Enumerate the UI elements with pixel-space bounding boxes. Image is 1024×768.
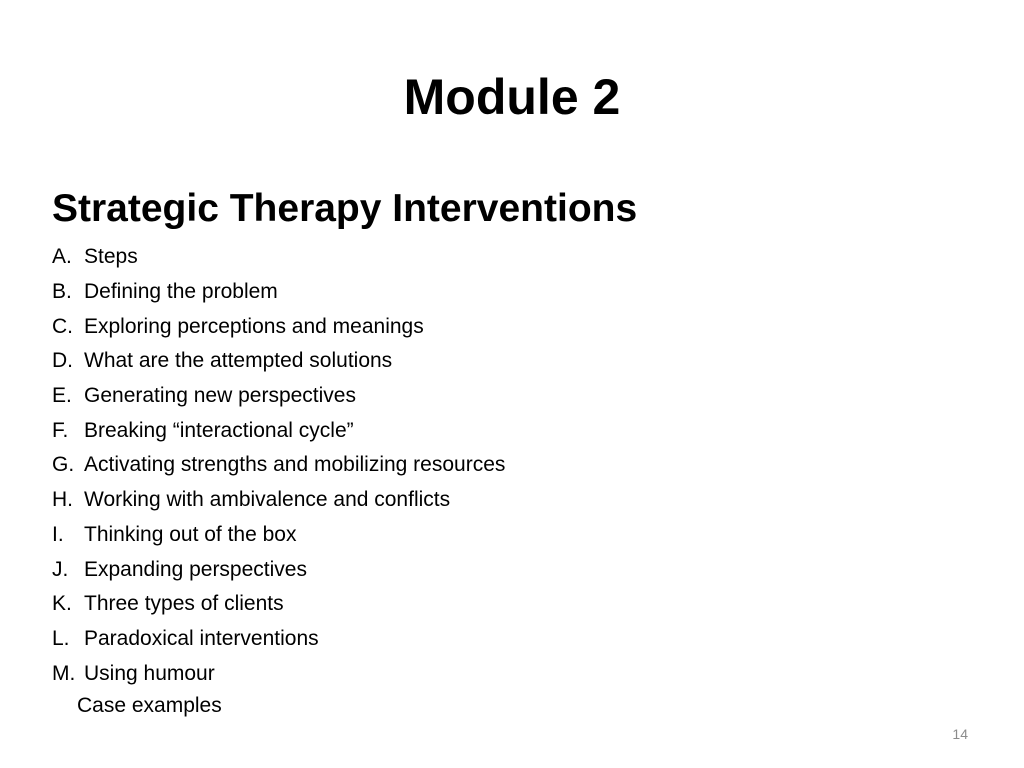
slide-title: Module 2	[403, 69, 621, 125]
list-item	[52, 587, 505, 622]
list-item	[52, 483, 505, 518]
list-item-text: Exploring perceptions and meanings	[84, 314, 424, 338]
list-item-letter: E.	[52, 384, 72, 408]
list-item	[52, 240, 505, 275]
list-item	[52, 552, 505, 587]
slide-subtitle: Strategic Therapy Interventions	[52, 187, 638, 230]
list-item-text: Working with ambivalence and conflicts	[84, 488, 451, 512]
list-item-letter: L.	[52, 626, 70, 650]
list-item-text: What are the attempted solutions	[84, 349, 393, 373]
list-item-text: Paradoxical interventions	[84, 626, 319, 650]
list-item	[52, 518, 505, 553]
list-item-text: Activating strengths and mobilizing resources	[84, 453, 506, 477]
page-number: 14	[952, 726, 968, 742]
list-item-letter: K.	[52, 592, 72, 616]
list-item-letter: H.	[52, 488, 73, 512]
intervention-list	[52, 240, 505, 691]
list-item-text: Expanding perspectives	[84, 557, 307, 581]
list-item	[52, 379, 505, 414]
list-item-text: Steps	[84, 245, 138, 269]
list-item-letter: M.	[52, 661, 76, 685]
list-item-letter: F.	[52, 418, 69, 442]
list-item-letter: A.	[52, 245, 72, 269]
list-item	[52, 448, 505, 483]
list-item-letter: J.	[52, 557, 69, 581]
list-item	[52, 413, 505, 448]
list-item-text: Three types of clients	[84, 592, 284, 616]
list-item-letter: B.	[52, 280, 72, 304]
list-item-text: Defining the problem	[84, 280, 278, 304]
list-item	[52, 309, 505, 344]
list-item-text: Breaking “interactional cycle”	[84, 418, 354, 442]
list-item	[52, 275, 505, 310]
list-item-letter: C.	[52, 314, 73, 338]
list-item	[52, 622, 505, 657]
list-item-letter: G.	[52, 453, 75, 477]
list-item-text: Generating new perspectives	[84, 384, 356, 408]
list-item-text: Using humour	[84, 661, 215, 685]
list-item-text: Thinking out of the box	[84, 522, 297, 546]
list-item-letter: I.	[52, 522, 64, 546]
case-examples-text: Case examples	[77, 694, 222, 717]
list-item	[52, 656, 505, 691]
list-item	[52, 344, 505, 379]
list-item-letter: D.	[52, 349, 73, 373]
